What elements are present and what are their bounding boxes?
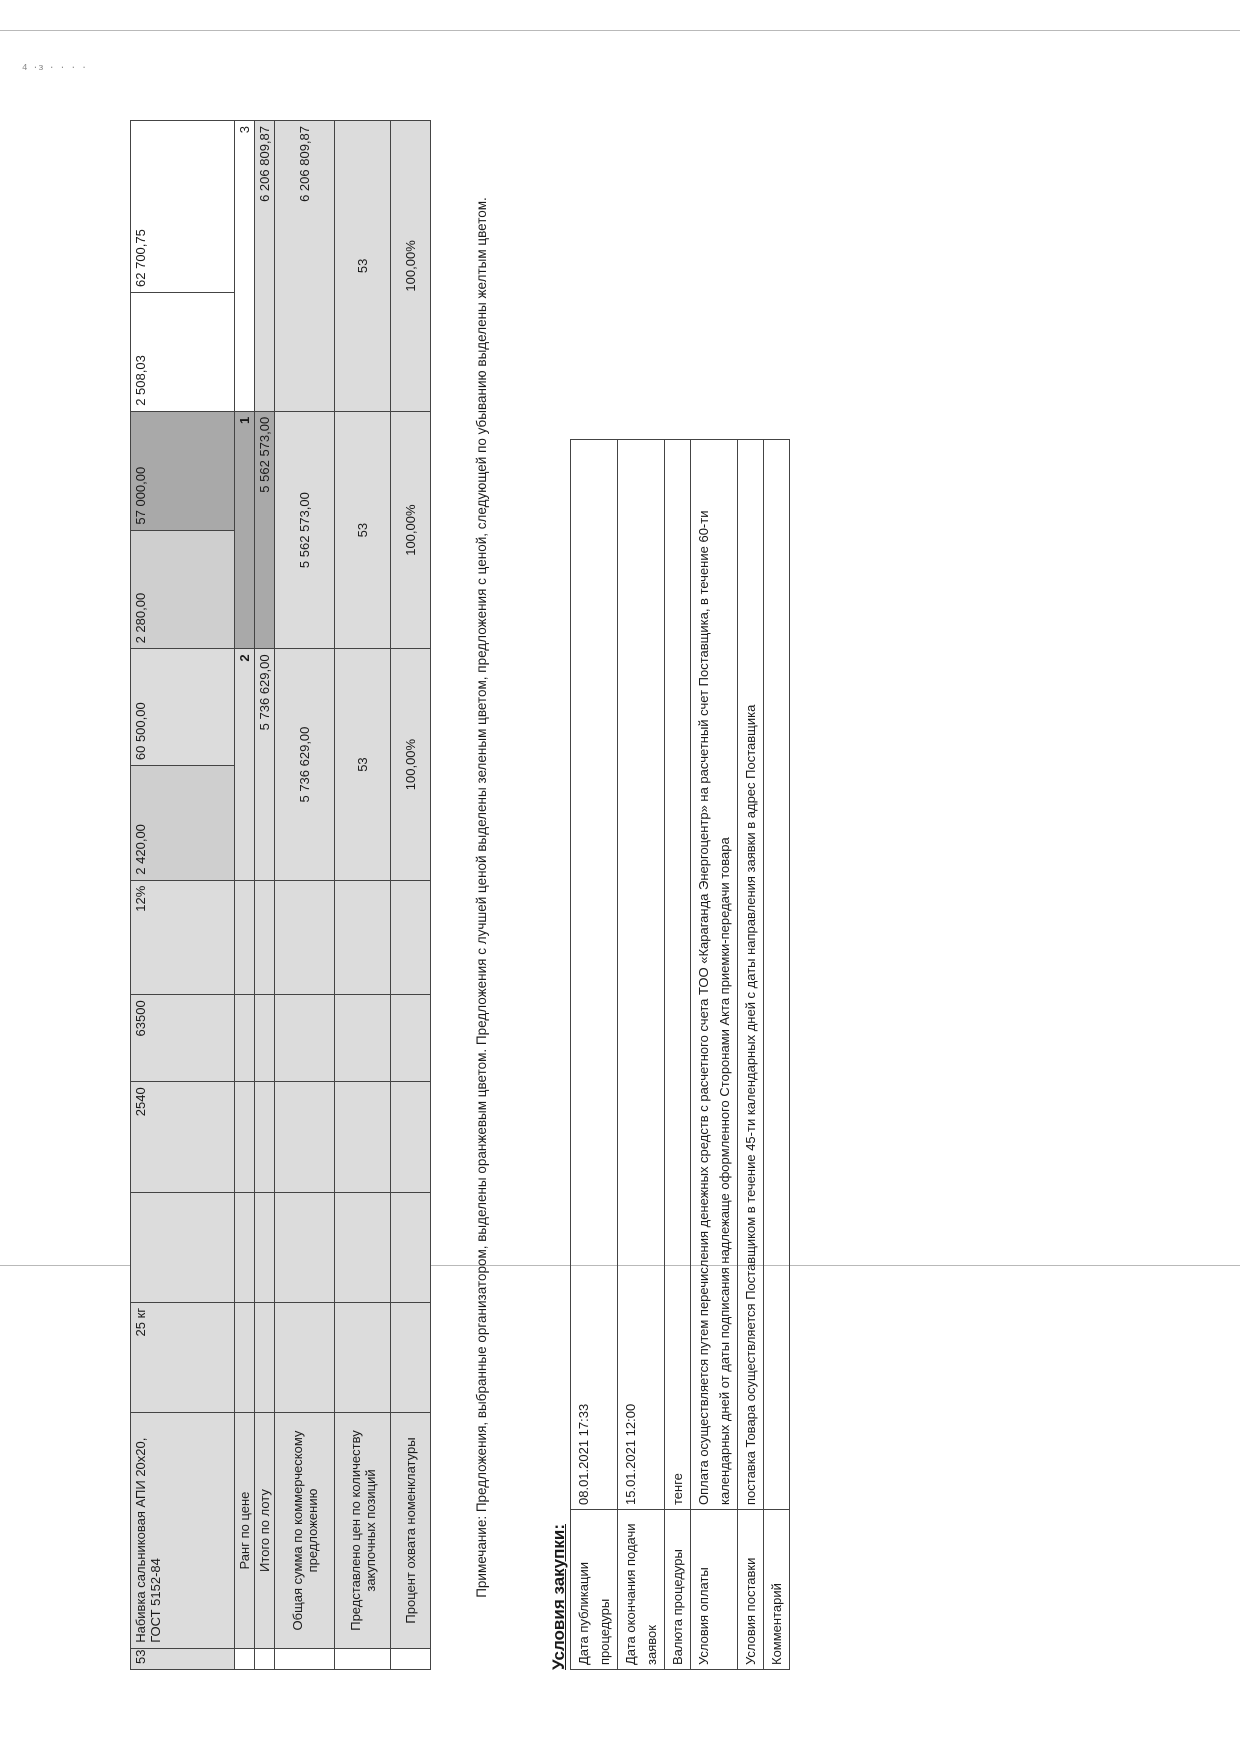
- condition-label: Условия поставки: [738, 1510, 764, 1670]
- commercial-total-supplier3: 6 206 809,87: [275, 121, 335, 412]
- supplier2-price: 2 280,00: [131, 530, 235, 649]
- condition-label: Валюта процедуры: [665, 1510, 691, 1670]
- coverage-label: Процент охвата номенклатуры: [391, 1413, 431, 1649]
- table-row: [738, 440, 764, 1670]
- supplier1-price: 2 420,00: [131, 766, 235, 881]
- supplier3-price: 2 508,03: [131, 292, 235, 411]
- empty-cell: [275, 1648, 335, 1669]
- empty-cell: [235, 880, 255, 995]
- table-row: [391, 121, 431, 1670]
- lot-total-supplier1: 5 736 629,00: [255, 649, 275, 880]
- table-row: [255, 121, 275, 1670]
- table-row: [275, 121, 335, 1670]
- conditions-title: Условия закупки:: [549, 1524, 568, 1670]
- item-vat: 12%: [131, 880, 235, 995]
- lot-total-supplier2: 5 562 573,00: [255, 411, 275, 649]
- conditions-table: [570, 439, 790, 1670]
- empty-cell: [275, 1082, 335, 1192]
- commercial-total-label: Общая сумма по коммерческому предложению: [275, 1413, 335, 1649]
- empty-cell: [255, 880, 275, 995]
- empty-cell: [255, 995, 275, 1082]
- scan-marks: 4 ·з · · · ·: [22, 63, 87, 73]
- empty-cell: [235, 1302, 255, 1412]
- condition-label: Дата окончания подачи заявок: [618, 1510, 665, 1670]
- condition-value: [764, 440, 790, 1510]
- empty-cell: [275, 995, 335, 1082]
- scan-fold-line-top: [0, 30, 1240, 31]
- empty-cell: [335, 995, 391, 1082]
- table-row: [571, 440, 618, 1670]
- empty-cell: [335, 1302, 391, 1412]
- empty-cell: [235, 1192, 255, 1302]
- item-name: Набивка сальниковая АПИ 20х20, ГОСТ 5152-84: [131, 1413, 235, 1649]
- coverage-supplier1: 100,00%: [391, 649, 431, 880]
- lot-total-label: Итого по лоту: [255, 1413, 275, 1649]
- condition-value: 08.01.2021 17:33: [571, 440, 618, 1510]
- item-price: 2540: [131, 1082, 235, 1192]
- positions-supplier1: 53: [335, 649, 391, 880]
- note-text: Примечание: Предложения, выбранные организатором, выделены оранжевым цветом. Предложения с лучшей ценой выделены зеленым цветом, предложения с ценой, следующей по убыванию выделены желтым цветом.: [474, 197, 489, 1598]
- empty-cell: [235, 1082, 255, 1192]
- rank-label: Ранг по цене: [235, 1413, 255, 1649]
- empty-cell: [391, 880, 431, 995]
- positions-supplier2: 53: [335, 411, 391, 649]
- empty-cell: [235, 995, 255, 1082]
- condition-value: тенге: [665, 440, 691, 1510]
- commercial-total-supplier2: 5 562 573,00: [275, 411, 335, 649]
- coverage-supplier3: 100,00%: [391, 121, 431, 412]
- empty-cell: [255, 1648, 275, 1669]
- empty-cell: [391, 1302, 431, 1412]
- empty-cell: [255, 1082, 275, 1192]
- table-row: [335, 121, 391, 1670]
- table-row: [665, 440, 691, 1670]
- table-row: [764, 440, 790, 1670]
- empty-cell: [391, 1192, 431, 1302]
- commercial-total-supplier1: 5 736 629,00: [275, 649, 335, 880]
- price-comparison-table: [130, 120, 431, 1670]
- empty-cell: [335, 1082, 391, 1192]
- supplier1-sum: 60 500,00: [131, 649, 235, 766]
- condition-value: 15.01.2021 12:00: [618, 440, 665, 1510]
- rank-supplier2: 1: [235, 411, 255, 649]
- empty-cell: [391, 1648, 431, 1669]
- empty-cell: [335, 880, 391, 995]
- empty-cell: [335, 1648, 391, 1669]
- positions-label: Представлено цен по количеству закупочных позиций: [335, 1413, 391, 1649]
- item-quantity: 25 кг: [131, 1302, 235, 1412]
- condition-label: Дата публикации процедуры: [571, 1510, 618, 1670]
- empty-cell: [391, 995, 431, 1082]
- lot-total-supplier3: 6 206 809,87: [255, 121, 275, 412]
- table-row: [618, 440, 665, 1670]
- coverage-supplier2: 100,00%: [391, 411, 431, 649]
- condition-value: поставка Товара осуществляется Поставщиком в течение 45-ти календарных дней с даты направления заявки в адрес Поставщика: [738, 440, 764, 1510]
- item-number: 53: [131, 1648, 235, 1669]
- empty-cell: [255, 1302, 275, 1412]
- empty-cell: [275, 1192, 335, 1302]
- item-sum: 63500: [131, 995, 235, 1082]
- table-row: [691, 440, 738, 1670]
- empty-cell: [235, 1648, 255, 1669]
- empty-cell: [275, 880, 335, 995]
- positions-supplier3: 53: [335, 121, 391, 412]
- rotated-page: [62, 115, 1177, 1675]
- condition-label: Комментарий: [764, 1510, 790, 1670]
- table-row: [235, 121, 255, 1670]
- condition-label: Условия оплаты: [691, 1510, 738, 1670]
- table-row: [131, 121, 235, 1670]
- empty-cell: [255, 1192, 275, 1302]
- empty-cell: [275, 1302, 335, 1412]
- supplier2-sum: 57 000,00: [131, 411, 235, 530]
- condition-value: Оплата осуществляется путем перечисления денежных средств с расчетного счета ТОО «Караганда Энергоцентр» на расчетный счет Поставщика, в течение 60-ти календарных дней от даты подписания надлежаще оформленного Сторонами Акта приемки-передачи товара: [691, 440, 738, 1510]
- empty-cell: [335, 1192, 391, 1302]
- empty-cell: [131, 1192, 235, 1302]
- rank-supplier3: 3: [235, 121, 255, 412]
- empty-cell: [391, 1082, 431, 1192]
- supplier3-sum: 62 700,75: [131, 121, 235, 293]
- rank-supplier1: 2: [235, 649, 255, 880]
